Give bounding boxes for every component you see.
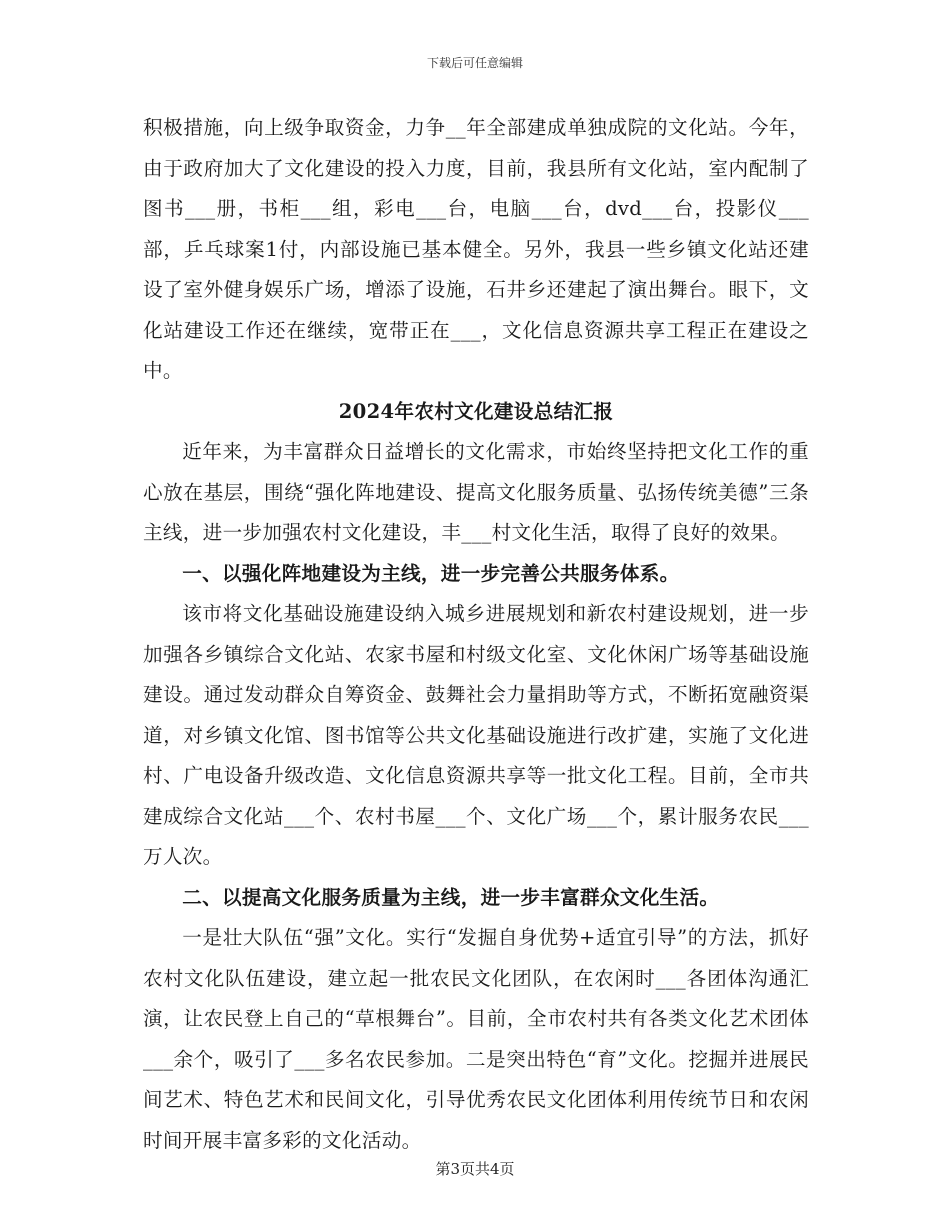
page-header: 下载后可任意编辑 bbox=[426, 56, 523, 70]
section-1-paragraph: 该市将文化基础设施建设纳入城乡进展规划和新农村建设规划，进一步加强各乡镇综合文化站、农家书屋和村级文化室、文化休闲广场等基础设施建设。通过发动群众自筹资金、鼓舞社会力量捐助等方式，不断拓宽融资渠道，对乡镇文化馆、图书馆等公共文化基础设施进行改扩建，实施了文化进村、广电设备升级改造、文化信息资源共享等一批文化工程。目前，全市共建成综合文化站___个、农村书屋___个、文化广场___个，累计服务农民___万人次。 bbox=[143, 602, 809, 868]
section-heading-2: 二、以提高文化服务质量为主线，进一步丰富群众文化生活。 bbox=[182, 885, 720, 909]
page-footer: 第3页共4页 bbox=[435, 1160, 515, 1178]
intro-paragraph: 近年来，为丰富群众日益增长的文化需求，市始终坚持把文化工作的重心放在基层，围绕“强化阵地建设、提高文化服务质量、弘扬传统美德”三条主线，进一步加强农村文化建设，丰___村文化生活，取得了良好的效果。 bbox=[143, 440, 809, 544]
section-heading-1: 一、以强化阵地建设为主线，进一步完善公共服务体系。 bbox=[182, 561, 680, 585]
document-title: 2024年农村文化建设总结汇报 bbox=[338, 399, 614, 423]
section-2-paragraph: 一是壮大队伍“强”文化。实行“发掘自身优势+适宜引导”的方法，抓好农村文化队伍建设，建立起一批农民文化团队，在农闲时___各团体沟通汇演，让农民登上自己的“草根舞台”。目前，全市农村共有各类文化艺术团体___余个，吸引了___多名农民参加。二是突出特色“育”文化。挖掘并进展民间艺术、特色艺术和民间文化，引导优秀农民文化团体利用传统节日和农闲时间开展丰富多彩的文化活动。 bbox=[143, 926, 809, 1152]
document-body bbox=[143, 108, 809, 1161]
paragraph-continued: 积极措施，向上级争取资金，力争__年全部建成单独成院的文化站。今年，由于政府加大了文化建设的投入力度，目前，我县所有文化站，室内配制了图书___册，书柜___组，彩电___台，电脑___台，dvd___台，投影仪___部，乒乓球案1付，内部设施已基本健全。另外，我县一些乡镇文化站还建设了室外健身娱乐广场，增添了设施，石井乡还建起了演出舞台。眼下，文化站建设工作还在继续，宽带正在___，文化信息资源共享工程正在建设之中。 bbox=[143, 116, 809, 382]
